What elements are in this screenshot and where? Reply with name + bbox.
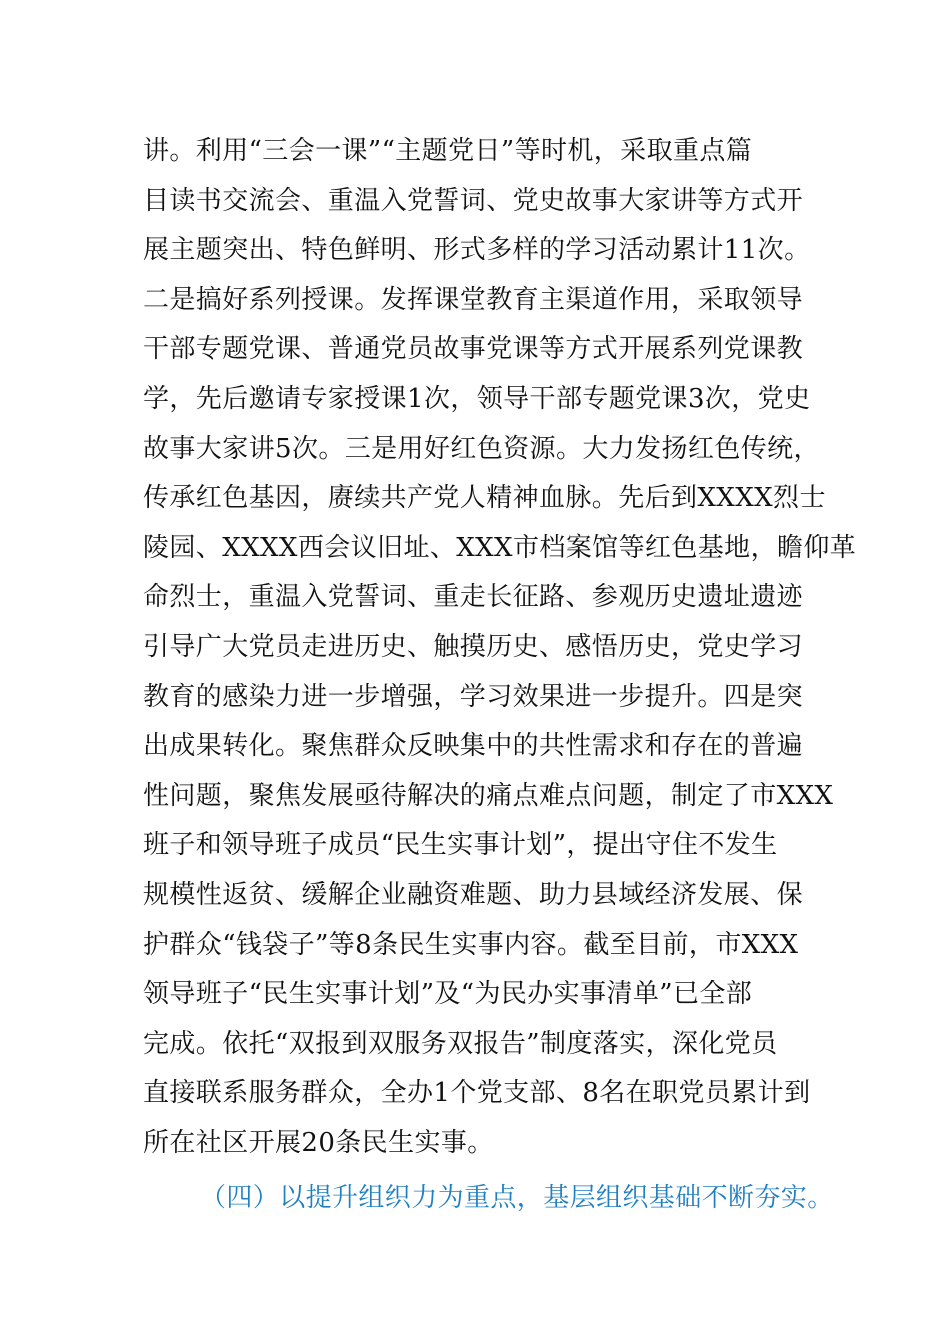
paragraph-line: 领导班子“民生实事计划”及“为民办实事清单”已全部: [143, 979, 753, 1010]
paragraph-line: 所在社区开展20条民生实事。: [143, 1127, 494, 1158]
paragraph-line: 二是搞好系列授课。发挥课堂教育主渠道作用，采取领导: [143, 284, 804, 315]
paragraph-line: 干部专题党课、普通党员故事党课等方式开展系列党课教: [143, 334, 804, 365]
paragraph-line: 规模性返贫、缓解企业融资难题、助力县域经济发展、保: [143, 879, 804, 910]
paragraph-line: 教育的感染力进一步增强，学习效果进一步提升。四是突: [143, 681, 804, 712]
paragraph-line: 讲。利用“三会一课”“主题党日”等时机，采取重点篇: [143, 136, 753, 166]
paragraph-line: 直接联系服务群众，全办1个党支部、8名在职党员累计到: [143, 1078, 811, 1109]
paragraph-line: 故事大家讲5次。三是用好红色资源。大力发扬红色传统，: [143, 433, 820, 464]
body-paragraph: [143, 127, 857, 1168]
section-heading: （四）以提升组织力为重点，基层组织基础不断夯实。: [200, 1183, 834, 1213]
paragraph-line: 目读书交流会、重温入党誓词、党史故事大家讲等方式开: [143, 185, 804, 216]
paragraph-line: 护群众“钱袋子”等8条民生实事内容。截至目前，市XXX: [143, 929, 799, 960]
paragraph-line: 性问题，聚焦发展亟待解决的痛点难点问题，制定了市XXX: [143, 780, 834, 811]
paragraph-line: 展主题突出、特色鲜明、形式多样的学习活动累计11次。: [143, 235, 811, 266]
paragraph-line: 出成果转化。聚焦群众反映集中的共性需求和存在的普遍: [143, 731, 804, 762]
paragraph-line: 学，先后邀请专家授课1次，领导干部专题党课3次，党史: [143, 383, 811, 414]
paragraph-line: 传承红色基因，赓续共产党人精神血脉。先后到XXXX烈士: [143, 483, 826, 514]
paragraph-line: 陵园、XXXX西会议旧址、XXX市档案馆等红色基地，瞻仰革: [143, 532, 857, 563]
paragraph-line: 命烈士，重温入党誓词、重走长征路、参观历史遗址遗迹: [143, 582, 804, 613]
paragraph-line: 完成。依托“双报到双服务双报告”制度落实，深化党员: [143, 1028, 778, 1059]
paragraph-line: 班子和领导班子成员“民生实事计划”，提出守住不发生: [143, 830, 778, 861]
paragraph-line: 引导广大党员走进历史、触摸历史、感悟历史，党史学习: [143, 631, 804, 662]
